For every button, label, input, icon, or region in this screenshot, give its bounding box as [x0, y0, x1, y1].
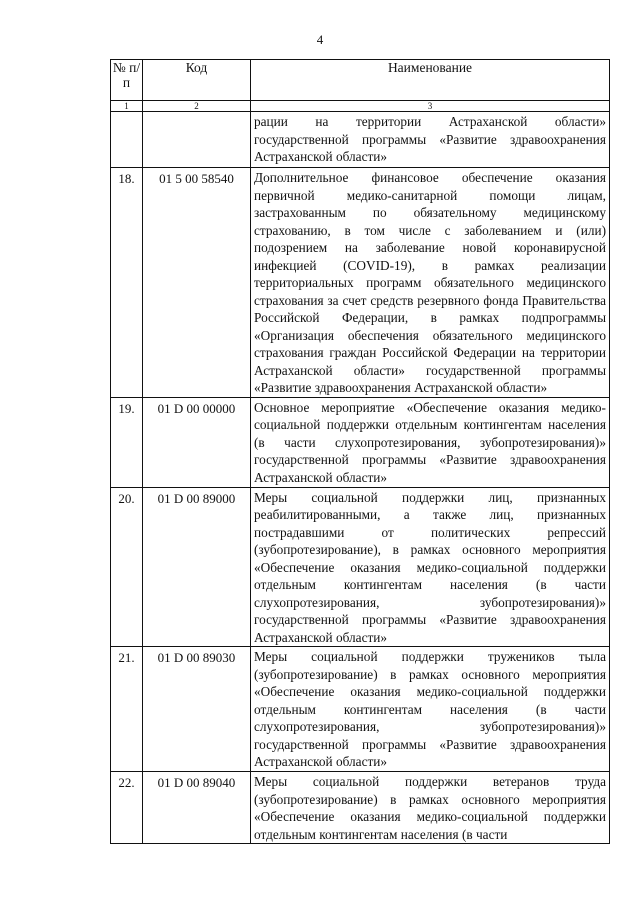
table-row: [111, 168, 610, 398]
row-name: Меры социальной поддержки ветеранов труда (зубопротезирование) в рамках основного мероприятия «Обеспечение оказания медико-социальной поддержки отдельным контингентам населения (в части: [251, 772, 610, 844]
column-numbers-row: [111, 101, 610, 112]
row-name: рации на территории Астраханской области» государственной программы «Развитие здравоохранения Астраханской области»: [251, 112, 610, 168]
header-number: № п/п: [111, 60, 143, 101]
row-code: 01 D 00 00000: [143, 397, 251, 487]
row-number: 20.: [111, 487, 143, 647]
row-name: Основное мероприятие «Обеспечение оказания медико-социальной поддержки отдельным контингентам населения (в части слухопротезирования, зубопротезирования)» государственной программы «Развитие здравоохранения Астраханской области»: [251, 397, 610, 487]
budget-classification-table: [110, 59, 610, 844]
table-header-row: [111, 60, 610, 101]
column-number-3: 3: [251, 101, 610, 112]
row-code: 01 D 00 89030: [143, 647, 251, 772]
table-row: [111, 112, 610, 168]
table-row: [111, 772, 610, 844]
page-number: 4: [316, 32, 324, 47]
table-row: [111, 647, 610, 772]
column-number-1: 1: [111, 101, 143, 112]
row-number: [111, 112, 143, 168]
row-code: [143, 112, 251, 168]
table-row: [111, 487, 610, 647]
row-code: 01 D 00 89000: [143, 487, 251, 647]
row-number: 18.: [111, 168, 143, 398]
row-name: Дополнительное финансовое обеспечение оказания первичной медико-санитарной помощи лицам, застрахованным по обязательному медицинскому страхованию, в том числе с заболеванием и (или) подозрением на заболевание новой коронавирусной инфекцией (COVID-19), в рамках реализации территориальных программ обязательного медицинского страхования за счет средств резервного фонда Правительства Российской Федерации, в рамках подпрограммы «Организация обеспечения обязательного медицинского страхования граждан Российской Федерации на территории Астраханской области» государственной программы «Развитие здравоохранения Астраханской области»: [251, 168, 610, 398]
header-name: Наименование: [251, 60, 610, 101]
row-code: 01 D 00 89040: [143, 772, 251, 844]
row-name: Меры социальной поддержки лиц, признанных реабилитированными, а также лиц, признанных пострадавшими от политических репрессий (зубопротезирование), в рамках основного мероприятия «Обеспечение оказания медико-социальной поддержки отдельным контингентам населения (в части слухопротезирования, зубопротезирования)» государственной программы «Развитие здравоохранения Астраханской области»: [251, 487, 610, 647]
row-name: Меры социальной поддержки тружеников тыла (зубопротезирование) в рамках основного мероприятия «Обеспечение оказания медико-социальной поддержки отдельным контингентам населения (в части слухопротезирования, зубопротезирования)» государственной программы «Развитие здравоохранения Астраханской области»: [251, 647, 610, 772]
row-number: 21.: [111, 647, 143, 772]
row-code: 01 5 00 58540: [143, 168, 251, 398]
table-row: [111, 397, 610, 487]
row-number: 19.: [111, 397, 143, 487]
header-code: Код: [143, 60, 251, 101]
column-number-2: 2: [143, 101, 251, 112]
row-number: 22.: [111, 772, 143, 844]
